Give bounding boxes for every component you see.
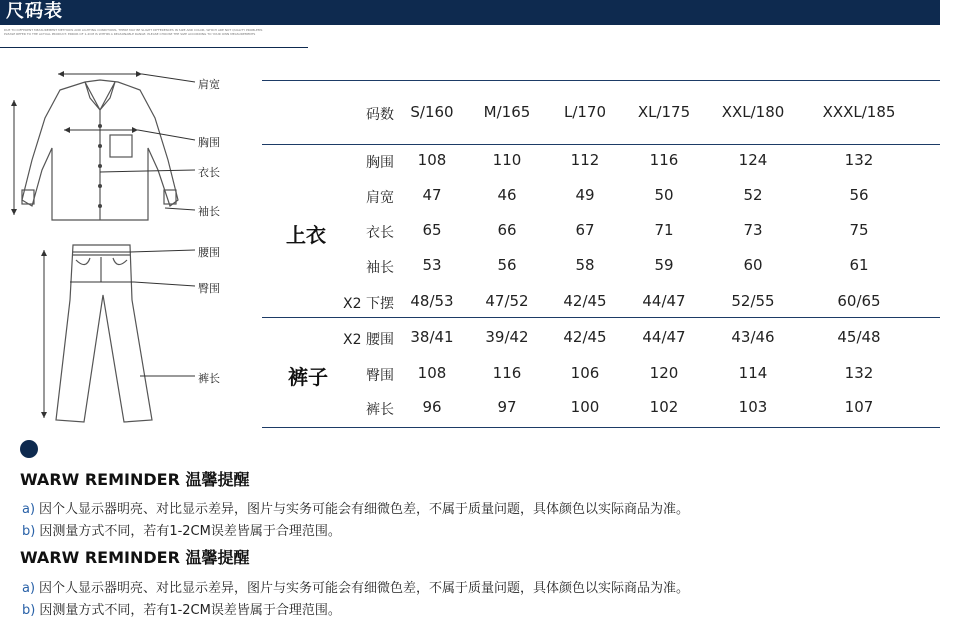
table-cell: 114 <box>738 364 768 382</box>
size-header: XL/175 <box>637 103 691 121</box>
table-cell: 116 <box>649 151 679 169</box>
table-cell: 47/52 <box>485 292 529 310</box>
table-cell: 53 <box>422 256 442 274</box>
row-label: 袖长 <box>366 260 394 276</box>
reminder-mark-a-2: a) <box>22 581 36 596</box>
size-header: S/160 <box>410 103 454 121</box>
table-cell: 67 <box>575 221 595 239</box>
reminder-mark-a-1: a) <box>22 502 36 517</box>
row-label: 衣长 <box>366 225 394 241</box>
label-length: 衣长 <box>198 166 220 179</box>
table-cell: 52 <box>743 186 763 204</box>
table-rule-section <box>262 317 940 318</box>
fineprint-line-2: PLEASE REFER TO THE ACTUAL PRODUCT. ERROR OF 1-2CM IS WITHIN A REASONABLE RANGE. PLEASE CHOOSE THE SIZE ACCORDING TO YOUR OWN MEASUREMENTS <box>4 32 256 36</box>
table-cell: 50 <box>654 186 674 204</box>
table-cell: 132 <box>844 151 874 169</box>
fineprint <box>4 28 934 36</box>
table-cell: 58 <box>575 256 595 274</box>
table-cell: 107 <box>844 398 874 416</box>
garment-drawing <box>0 60 260 440</box>
fineprint-line-1: DUE TO DIFFERENT MEASUREMENT METHODS AND LIGHTING CONDITIONS, THERE MAY BE SLIGHT DIFFERENCES IN SIZE AND COLOR, WHICH ARE NOT QUALITY PROBLEMS <box>4 28 263 32</box>
header-label: 码数 <box>366 107 394 123</box>
size-header: M/165 <box>483 103 531 121</box>
bullet-dot <box>20 440 38 458</box>
label-hip: 臀围 <box>198 282 220 295</box>
table-cell: 110 <box>492 151 522 169</box>
row-label: 臀围 <box>366 368 394 384</box>
table-cell: 60 <box>743 256 763 274</box>
table-cell: 42/45 <box>563 292 607 310</box>
table-cell: 65 <box>422 221 442 239</box>
table-cell: 66 <box>497 221 517 239</box>
table-cell: 45/48 <box>837 328 881 346</box>
table-cell: 73 <box>743 221 763 239</box>
table-cell: 47 <box>422 186 442 204</box>
section-pants: 裤子 <box>288 365 328 389</box>
label-waist: 腰围 <box>198 246 220 259</box>
table-cell: 96 <box>422 398 442 416</box>
row-label: 肩宽 <box>366 190 394 206</box>
shirt-collar <box>85 82 115 110</box>
table-cell: 61 <box>849 256 869 274</box>
label-pants-length: 裤长 <box>198 372 220 385</box>
table-rule-bottom <box>262 427 940 428</box>
divider <box>0 47 308 48</box>
table-cell: 120 <box>649 364 679 382</box>
table-cell: 56 <box>849 186 869 204</box>
page-title: 尺码表 <box>6 1 63 22</box>
reminder-text-b-1: 因测量方式不同，若有1-2CM误差皆属于合理范围。 <box>39 524 341 539</box>
table-cell: 44/47 <box>642 292 686 310</box>
reminder-title-1: WARW REMINDER 温馨提醒 <box>20 470 250 489</box>
table-cell: 52/55 <box>731 292 775 310</box>
reminder-mark-b-1: b) <box>22 524 36 539</box>
table-cell: 108 <box>417 364 447 382</box>
reminder-title-2: WARW REMINDER 温馨提醒 <box>20 548 250 567</box>
table-cell: 124 <box>738 151 768 169</box>
table-cell: 49 <box>575 186 595 204</box>
table-cell: 106 <box>570 364 600 382</box>
size-header: XXXL/185 <box>822 103 896 121</box>
reminder-line-b-1 <box>22 520 341 539</box>
table-cell: 46 <box>497 186 517 204</box>
size-table <box>262 80 940 429</box>
reminder-line-b-2 <box>22 599 341 618</box>
table-cell: 116 <box>492 364 522 382</box>
table-cell: 97 <box>497 398 517 416</box>
table-cell: 42/45 <box>563 328 607 346</box>
table-cell: 102 <box>649 398 679 416</box>
table-cell: 56 <box>497 256 517 274</box>
table-cell: 103 <box>738 398 768 416</box>
pants-outline <box>56 245 152 422</box>
reminder-text-a-1: 因个人显示器明亮、对比显示差异，图片与实务可能会有细微色差，不属于质量问题，具体颜色以实际商品为准。 <box>39 502 690 517</box>
table-cell: 43/46 <box>731 328 775 346</box>
reminder-text-b-2: 因测量方式不同，若有1-2CM误差皆属于合理范围。 <box>39 603 341 618</box>
label-shoulder: 肩宽 <box>198 78 220 91</box>
table-cell: 38/41 <box>410 328 454 346</box>
row-label: X2 腰围 <box>343 332 394 348</box>
table-cell: 59 <box>654 256 674 274</box>
table-rule-header <box>262 144 940 145</box>
table-cell: 75 <box>849 221 869 239</box>
row-label: 胸围 <box>366 155 394 171</box>
header-bar <box>0 0 940 25</box>
row-label: 裤长 <box>366 402 394 418</box>
row-label: X2 下摆 <box>343 296 394 312</box>
reminder-text-a-2: 因个人显示器明亮、对比显示差异，图片与实务可能会有细微色差，不属于质量问题，具体颜色以实际商品为准。 <box>39 581 690 596</box>
section-top: 上衣 <box>286 223 326 247</box>
reminder-mark-b-2: b) <box>22 603 36 618</box>
garment-figure <box>0 60 260 440</box>
table-cell: 112 <box>570 151 600 169</box>
table-cell: 71 <box>654 221 674 239</box>
size-header: XXL/180 <box>721 103 785 121</box>
table-cell: 132 <box>844 364 874 382</box>
table-cell: 60/65 <box>837 292 881 310</box>
table-rule-top <box>262 80 940 81</box>
reminder-line-a-2 <box>22 577 689 596</box>
table-cell: 108 <box>417 151 447 169</box>
table-cell: 44/47 <box>642 328 686 346</box>
size-header: L/170 <box>563 103 607 121</box>
table-cell: 48/53 <box>410 292 454 310</box>
label-chest: 胸围 <box>198 136 220 149</box>
reminder-line-a-1 <box>22 498 689 517</box>
label-sleeve: 袖长 <box>198 205 220 218</box>
table-cell: 39/42 <box>485 328 529 346</box>
table-cell: 100 <box>570 398 600 416</box>
